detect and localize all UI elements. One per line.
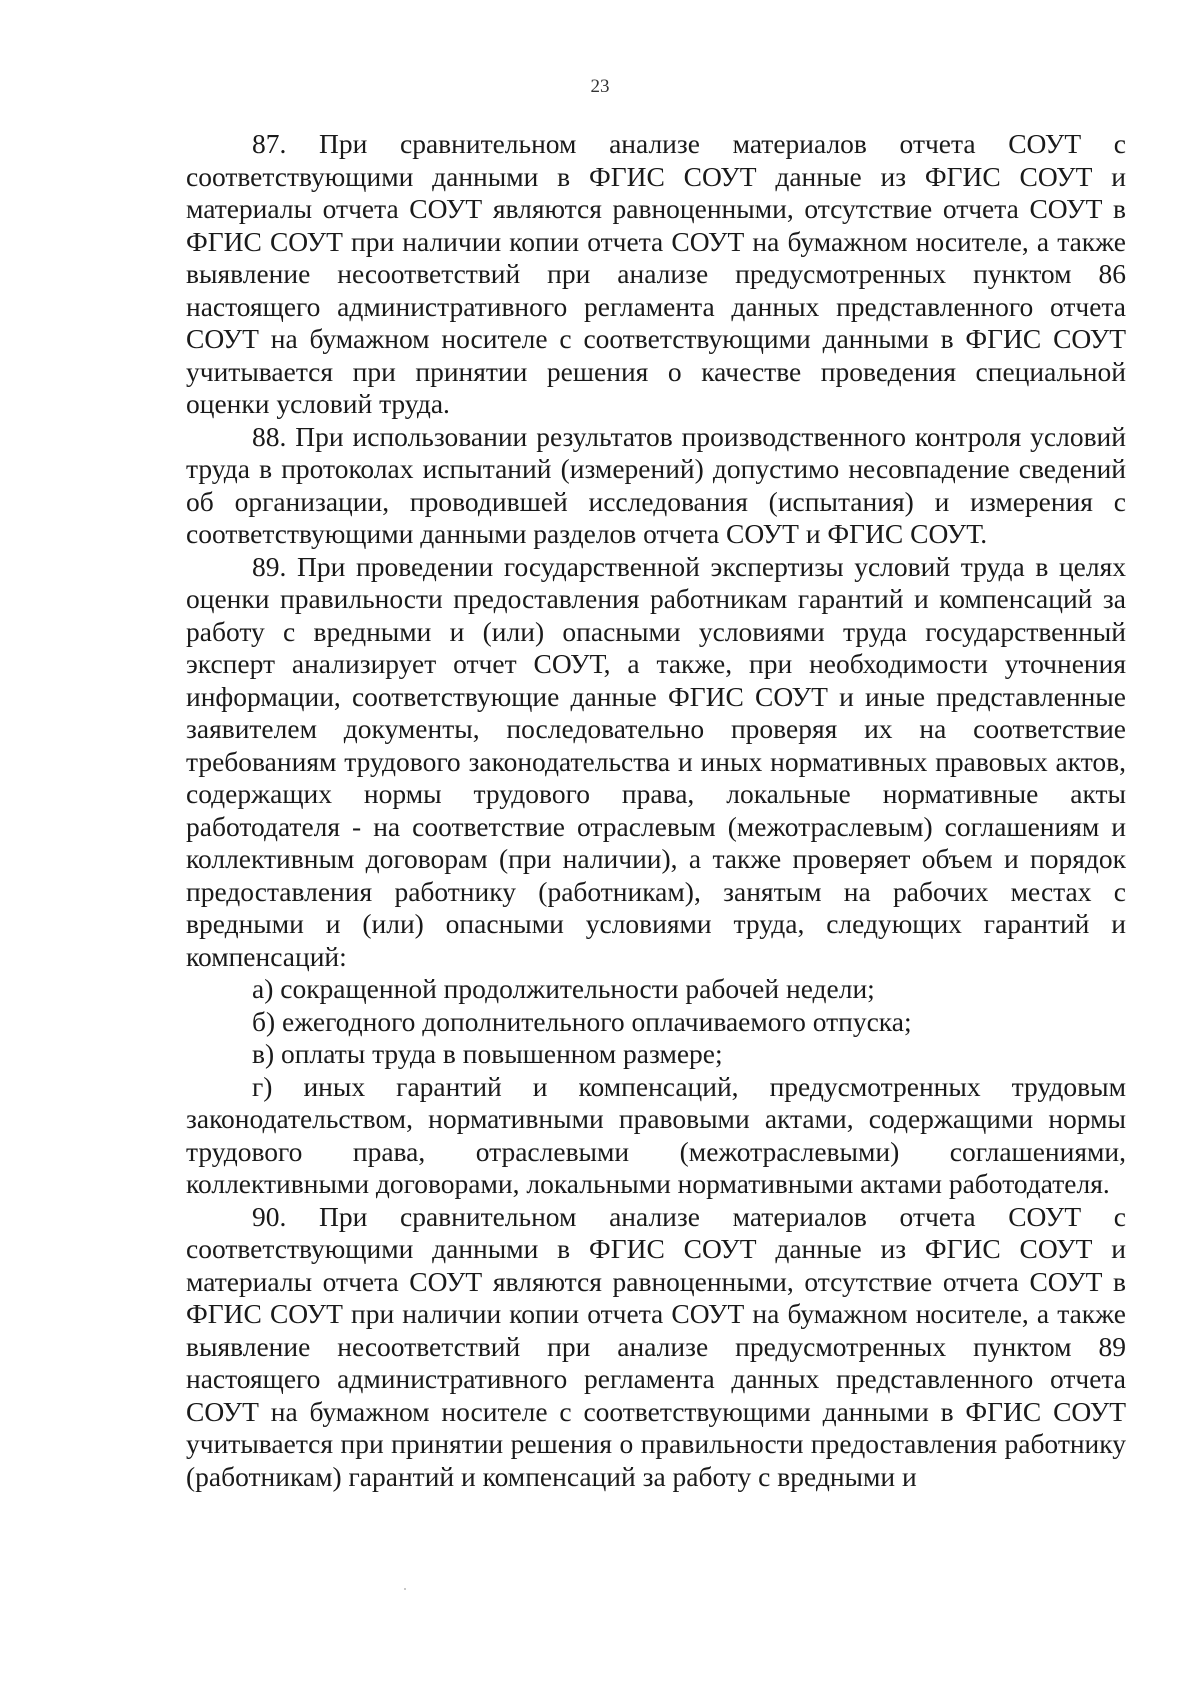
paragraph-87: 87. При сравнительном анализе материалов отчета СОУТ с соответствующими данными в ФГИС СОУТ данные из ФГИС СОУТ и материалы отчета СОУТ являются равноценными, отсутствие отчета СОУТ в ФГИС СОУТ при наличии копии отчета СОУТ на бумажном носителе, а также выявление несоответствий при анализе предусмотренных пунктом 86 настоящего административного регламента данных представленного отчета СОУТ на бумажном носителе с соответствующими данными в ФГИС СОУТ учитывается при принятии решения о качестве проведения специальной оценки условий труда. [186, 128, 1126, 419]
paragraph-90: 90. При сравнительном анализе материалов отчета СОУТ с соответствующими данными в ФГИС СОУТ данные из ФГИС СОУТ и материалы отчета СОУТ являются равноценными, отсутствие отчета СОУТ в ФГИС СОУТ при наличии копии отчета СОУТ на бумажном носителе, а также выявление несоответствий при анализе предусмотренных пунктом 89 настоящего административного регламента данных представленного отчета СОУТ на бумажном носителе с соответствующими данными в ФГИС СОУТ учитывается при принятии решения о правильности предоставления работнику (работникам) гарантий и компенсаций за работу с вредными и [186, 1200, 1126, 1492]
list-item-a: а) сокращенной продолжительности рабочей недели; [252, 973, 875, 1004]
document-body [186, 128, 1126, 1493]
paragraph-89: 89. При проведении государственной экспертизы условий труда в целях оценки правильности предоставления работникам гарантий и компенсаций за работу с вредными и (или) опасными условиями труда государственный эксперт анализирует отчет СОУТ, а также, при необходимости уточнения информации, соответствующие данные ФГИС СОУТ и иные представленные заявителем документы, последовательно проверяя их на соответствие требованиям трудового законодательства и иных нормативных правовых актов, содержащих нормы трудового права, локальные нормативные акты работодателя - на соответствие отраслевым (межотраслевым) соглашениям и коллективным договорам (при наличии), а также проверяет объем и порядок предоставления работнику (работникам), занятым на рабочих местах с вредными и (или) опасными условиями труда, следующих гарантий и компенсаций: [186, 550, 1126, 972]
page-number: 23 [590, 76, 610, 97]
list-item-b: б) ежегодного дополнительного оплачиваемого отпуска; [252, 1005, 912, 1037]
list-item-v: в) оплаты труда в повышенном размере; [252, 1038, 723, 1069]
scan-artifact [404, 1588, 406, 1590]
list-item-g: г) иных гарантий и компенсаций, предусмотренных трудовым законодательством, нормативными правовыми актами, содержащими нормы трудового права, отраслевыми (межотраслевыми) соглашениями, коллективными договорами, локальными нормативными актами работодателя. [186, 1070, 1126, 1199]
paragraph-88: 88. При использовании результатов производственного контроля условий труда в протоколах испытаний (измерений) допустимо несовпадение сведений об организации, проводившей исследования (испытания) и измерения с соответствующими данными разделов отчета СОУТ и ФГИС СОУТ. [186, 420, 1126, 549]
